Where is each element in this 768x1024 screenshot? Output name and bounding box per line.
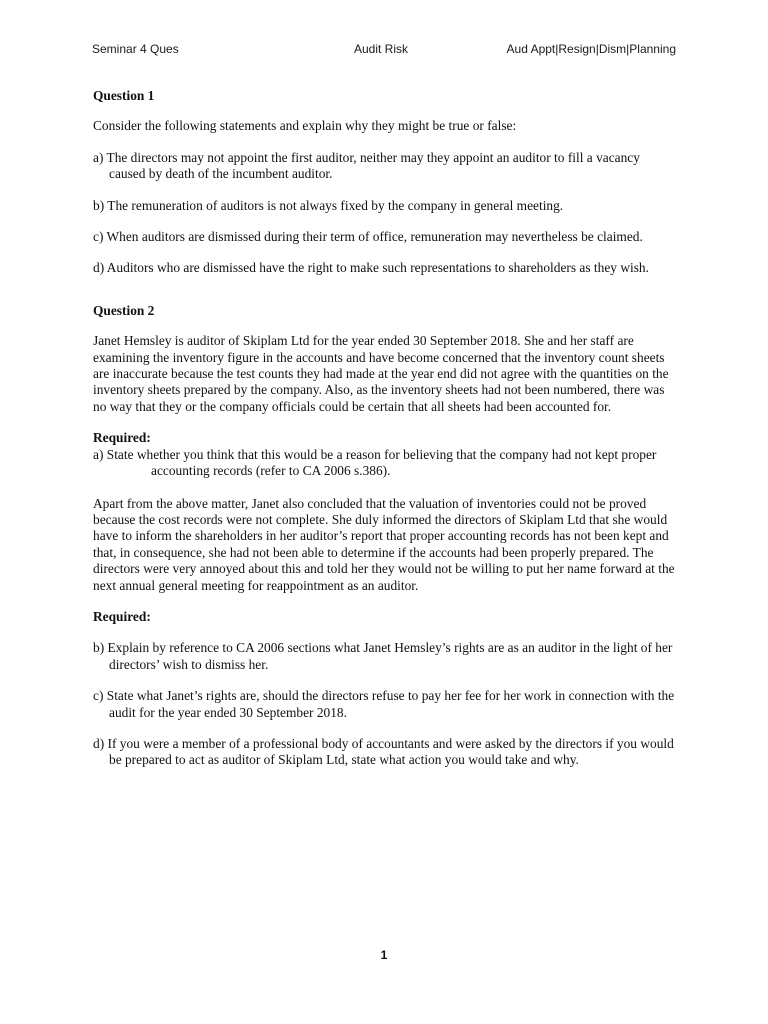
question-2-item-c: c) State what Janet’s rights are, should the directors refuse to pay her fee for her work in connection with the audit for the year ended 30 September 2018. [93, 688, 675, 720]
question-1-intro: Consider the following statements and explain why they might be true or false: [93, 118, 517, 134]
question-2-paragraph-2: Apart from the above matter, Janet also concluded that the valuation of inventories could not be proved because the cost records were not complete. She duly informed the directors of Skiplam Ltd that she would have to inform the shareholders in her auditor’s report that proper accounting records has not been kept and that, in consequence, she had not been able to determine if the accounts had been properly prepared. The directors were very annoyed about this and told her they would not be willing to put her name forward at the next annual general meeting for reappointment as an auditor. [93, 495, 675, 593]
question-2-paragraph-1: Janet Hemsley is auditor of Skiplam Ltd for the year ended 30 September 2018. She and her staff are examining the inventory figure in the accounts and have become concerned that the inventory count sheets are inaccurate because the test counts they had made at the year end did not agree with the quantities on the inventory sheets prepared by the company. Also, as the inventory sheets had not been numbered, there was no way that they or the company officials could be certain that all sheets had been accounted for. [93, 333, 669, 414]
question-1-item-d: d) Auditors who are dismissed have the right to make such representations to shareholders as they wish. [93, 260, 649, 276]
question-1-title: Question 1 [93, 88, 155, 103]
question-1-item-c: c) When auditors are dismissed during their term of office, remuneration may nevertheless be claimed. [93, 229, 643, 245]
question-1-item-a: a) The directors may not appoint the first auditor, neither may they appoint an auditor to fill a vacancy caused by death of the incumbent auditor. [93, 149, 640, 182]
question-2-item-d: d) If you were a member of a professional body of accountants and were asked by the directors if you would be prepared to act as auditor of Skiplam Ltd, state what action you would take and why. [93, 735, 674, 768]
question-2-item-a: a) State whether you think that this would be a reason for believing that the company had not kept proper accounting records (refer to CA 2006 s.386). [93, 446, 657, 479]
question-2-item-b: b) Explain by reference to CA 2006 sections what Janet Hemsley’s rights are as an auditor in the light of her directors’ wish to dismiss her. [93, 640, 673, 672]
header-left: Seminar 4 Ques [92, 42, 179, 56]
header-center: Audit Risk [354, 42, 409, 56]
required-label-1: Required: [93, 430, 151, 446]
question-2-title: Question 2 [93, 302, 155, 318]
required-label-2: Required: [93, 608, 151, 624]
page-number: 1 [380, 948, 388, 962]
document-body [93, 88, 675, 784]
question-1-item-b: b) The remuneration of auditors is not always fixed by the company in general meeting. [93, 197, 564, 213]
header-right: Aud Appt|Resign|Dism|Planning [506, 42, 676, 56]
page-header [92, 42, 676, 60]
